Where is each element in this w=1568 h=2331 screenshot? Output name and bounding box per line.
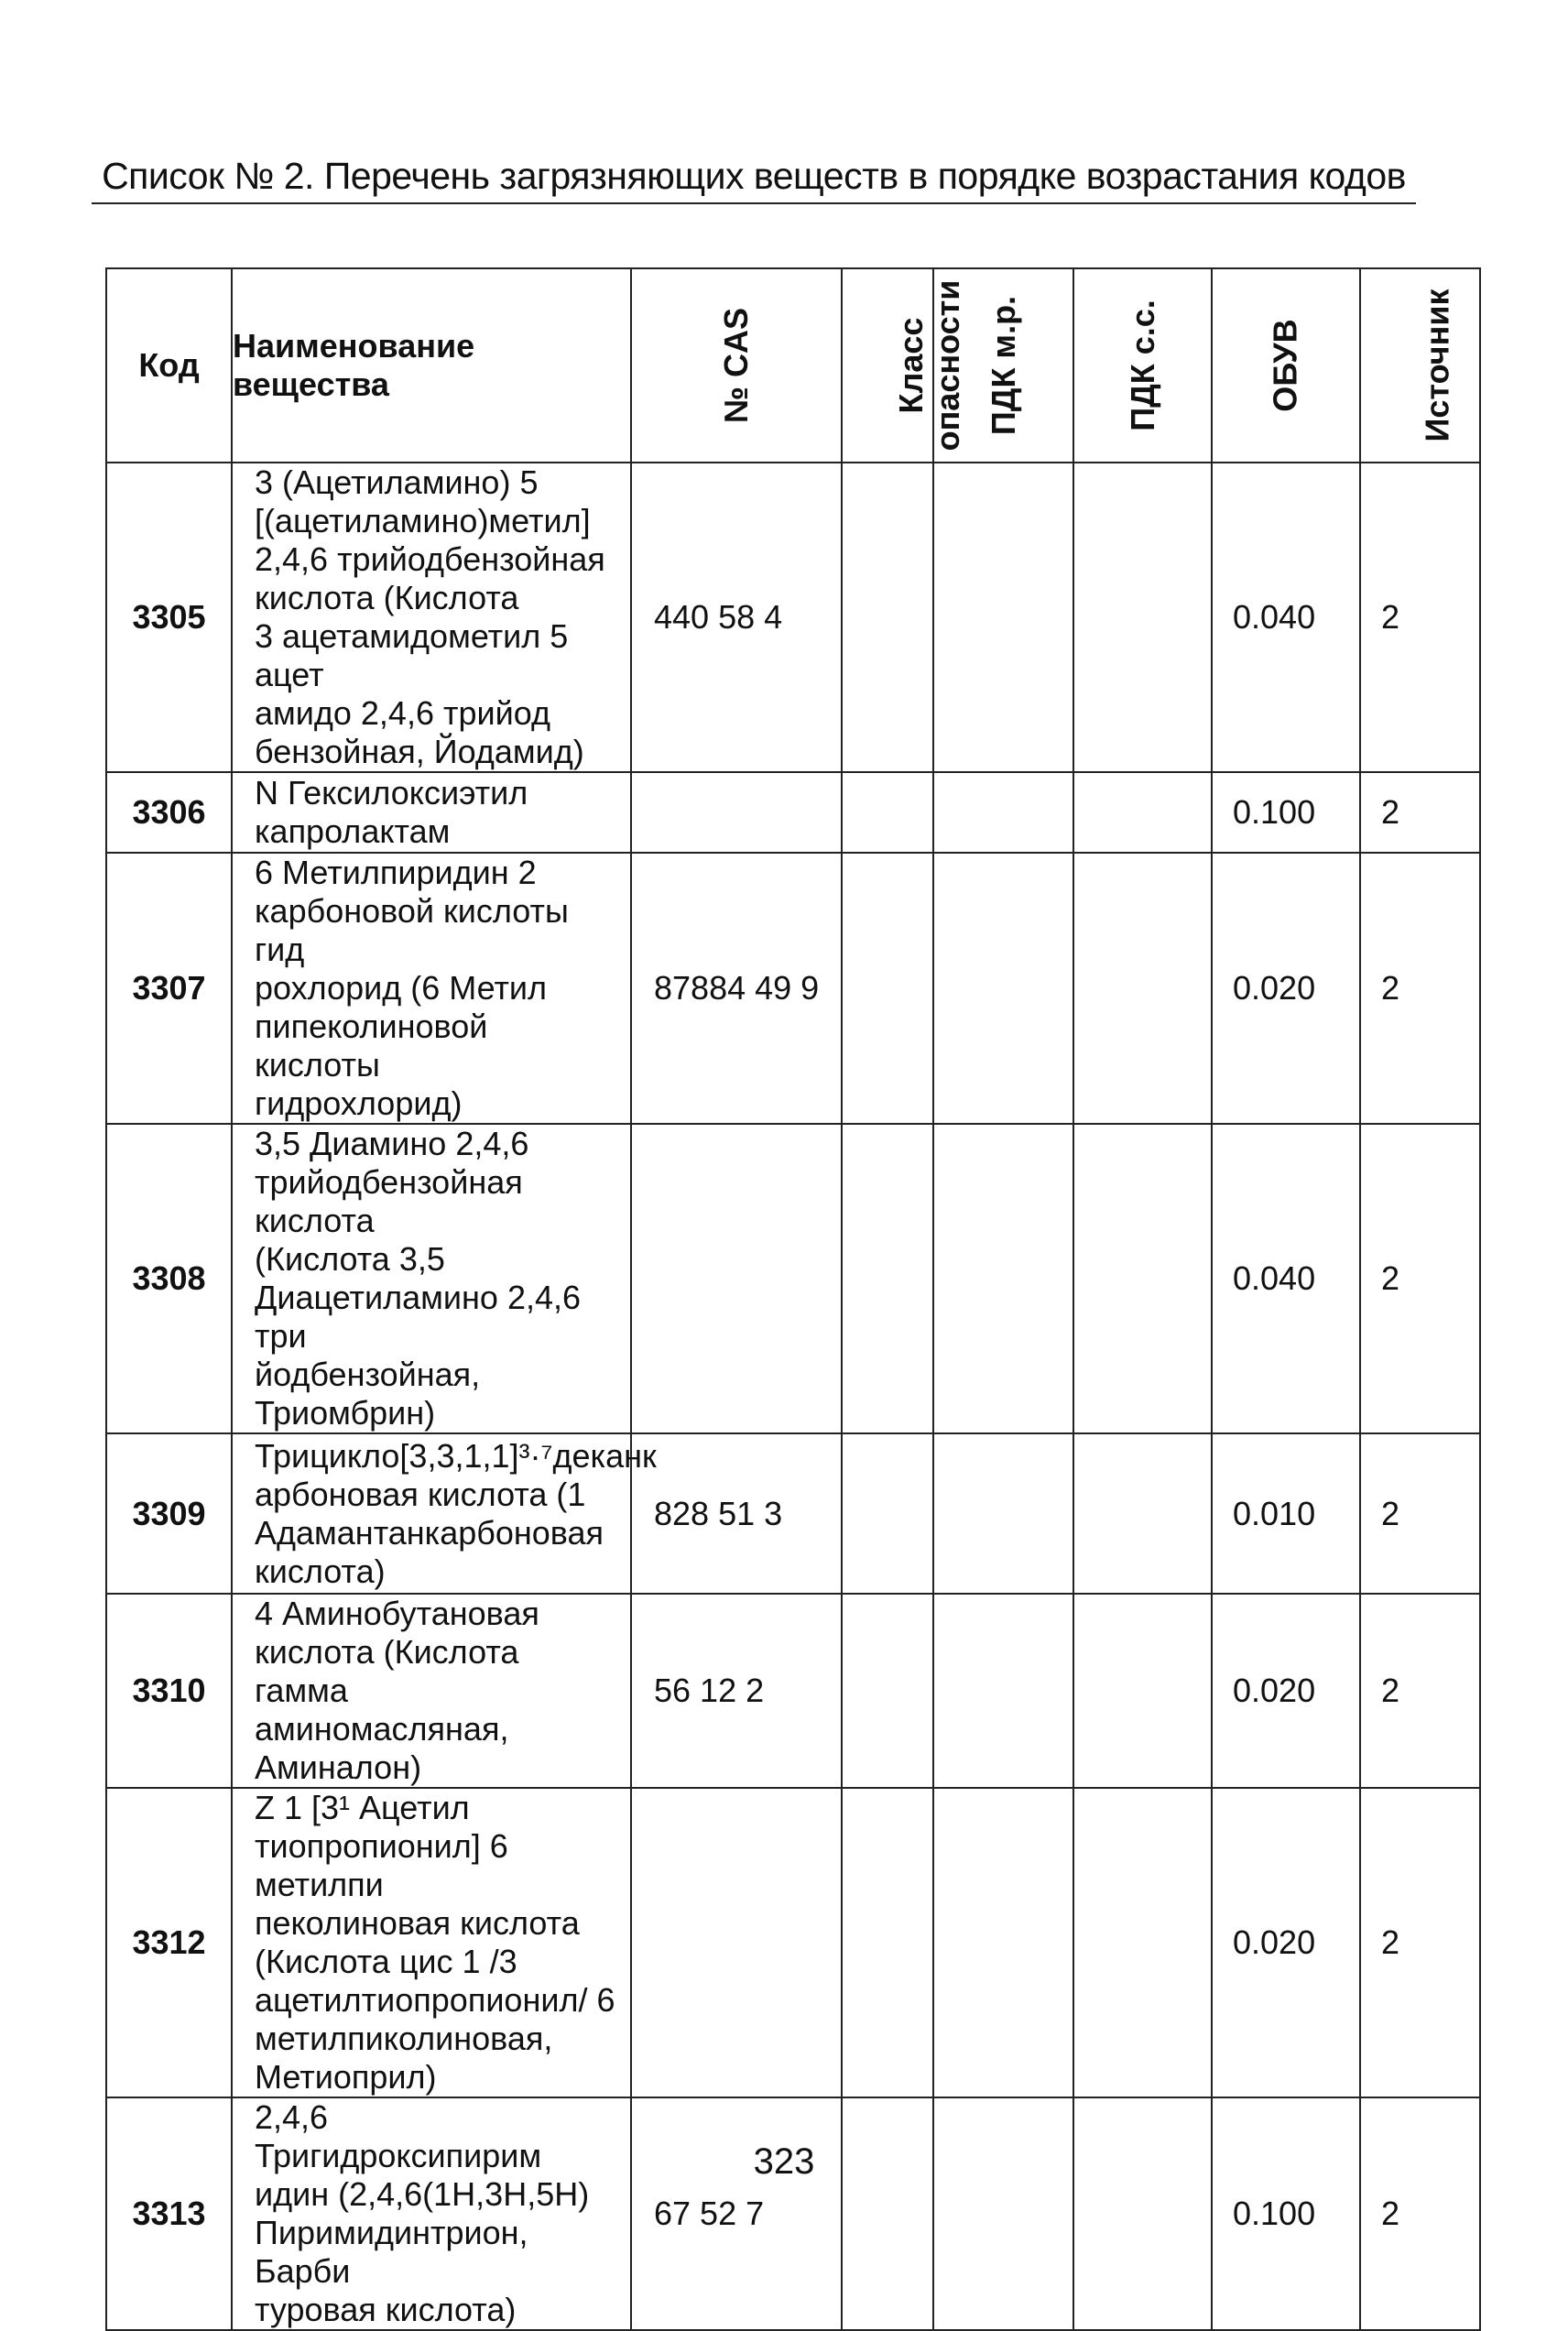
cell-obuv: 0.040 xyxy=(1212,463,1360,772)
cell-pdk-ss xyxy=(1073,463,1212,772)
cell-pdk-mr xyxy=(933,1124,1073,1433)
cell-obuv: 0.020 xyxy=(1212,853,1360,1124)
cell-obuv: 0.010 xyxy=(1212,1433,1360,1594)
cell-cas xyxy=(631,772,842,853)
cell-name: 4 Аминобутановая кислота (Кислота гамма аминомасляная, Аминалон) xyxy=(232,1594,631,1788)
cell-name: N Гексилоксиэтил капролактам xyxy=(232,772,631,853)
cell-code: 3306 xyxy=(106,772,232,853)
page-number: 323 xyxy=(753,2141,815,2182)
cell-cas: 56 12 2 xyxy=(631,1594,842,1788)
cell-source: 2 xyxy=(1360,463,1480,772)
cell-name: 6 Метилпиридин 2 карбоновой кислоты гид рохлорид (6 Метил пипеколиновой кислоты гидрохлорид) xyxy=(232,853,631,1124)
table-row xyxy=(106,1594,1480,1788)
table-row xyxy=(106,853,1480,1124)
column-header-pdk-mr: ПДК м.р. xyxy=(933,268,1073,463)
table-row xyxy=(106,772,1480,853)
cell-code: 3308 xyxy=(106,1124,232,1433)
cell-name: 3 (Ацетиламино) 5 [(ацетиламино)метил] 2,4,6 трийодбензойная кислота (Кислота 3 ацетамидометил 5 ацет амидо 2,4,6 трийод бензойная, Йодамид) xyxy=(232,463,631,772)
cell-hazard-class xyxy=(842,1124,933,1433)
table-row xyxy=(106,1433,1480,1594)
cell-code: 3313 xyxy=(106,2097,232,2330)
column-header-name: Наименование вещества xyxy=(232,268,631,463)
cell-pdk-mr xyxy=(933,853,1073,1124)
cell-hazard-class xyxy=(842,1788,933,2097)
cell-hazard-class xyxy=(842,1594,933,1788)
cell-source: 2 xyxy=(1360,1124,1480,1433)
column-header-code: Код xyxy=(106,268,232,463)
cell-obuv: 0.020 xyxy=(1212,1594,1360,1788)
cell-source: 2 xyxy=(1360,2097,1480,2330)
cell-pdk-ss xyxy=(1073,1788,1212,2097)
cell-obuv: 0.100 xyxy=(1212,772,1360,853)
table-row xyxy=(106,1788,1480,2097)
column-header-pdk-ss: ПДК с.с. xyxy=(1073,268,1212,463)
cell-source: 2 xyxy=(1360,853,1480,1124)
cell-name: Z 1 [3¹ Ацетил тиопропионил] 6 метилпи пеколиновая кислота (Кислота цис 1 /3 ацетилтиопропионил/ 6 метилпиколиновая, Метиоприл) xyxy=(232,1788,631,2097)
cell-pdk-mr xyxy=(933,1433,1073,1594)
cell-pdk-mr xyxy=(933,2097,1073,2330)
column-header-obuv: ОБУВ xyxy=(1212,268,1360,463)
cell-name: 3,5 Диамино 2,4,6 трийодбензойная кислота (Кислота 3,5 Диацетиламино 2,4,6 три йодбензойная, Триомбрин) xyxy=(232,1124,631,1433)
cell-pdk-mr xyxy=(933,463,1073,772)
column-header-source: Источник xyxy=(1360,268,1480,463)
cell-code: 3305 xyxy=(106,463,232,772)
substances-table xyxy=(105,267,1481,2331)
cell-pdk-mr xyxy=(933,1788,1073,2097)
cell-pdk-ss xyxy=(1073,1124,1212,1433)
column-header-cas: № CAS xyxy=(631,268,842,463)
cell-cas: 828 51 3 xyxy=(631,1433,842,1594)
cell-source: 2 xyxy=(1360,1594,1480,1788)
cell-hazard-class xyxy=(842,772,933,853)
table-row xyxy=(106,1124,1480,1433)
cell-cas: 440 58 4 xyxy=(631,463,842,772)
cell-pdk-ss xyxy=(1073,1433,1212,1594)
cell-hazard-class xyxy=(842,1433,933,1594)
cell-obuv: 0.040 xyxy=(1212,1124,1360,1433)
cell-cas xyxy=(631,1124,842,1433)
page-header-title: Список № 2. Перечень загрязняющих веществ в порядке возрастания кодов xyxy=(102,155,1406,197)
cell-code: 3307 xyxy=(106,853,232,1124)
cell-code: 3312 xyxy=(106,1788,232,2097)
cell-pdk-ss xyxy=(1073,853,1212,1124)
table-row xyxy=(106,2097,1480,2330)
cell-pdk-mr xyxy=(933,772,1073,853)
cell-obuv: 0.020 xyxy=(1212,1788,1360,2097)
header-rule xyxy=(92,202,1416,204)
cell-pdk-ss xyxy=(1073,1594,1212,1788)
cell-hazard-class xyxy=(842,463,933,772)
cell-source: 2 xyxy=(1360,772,1480,853)
cell-pdk-mr xyxy=(933,1594,1073,1788)
cell-hazard-class xyxy=(842,853,933,1124)
table-header-row xyxy=(106,268,1480,463)
cell-pdk-ss xyxy=(1073,772,1212,853)
cell-pdk-ss xyxy=(1073,2097,1212,2330)
cell-source: 2 xyxy=(1360,1433,1480,1594)
cell-obuv: 0.100 xyxy=(1212,2097,1360,2330)
cell-code: 3310 xyxy=(106,1594,232,1788)
cell-cas xyxy=(631,1788,842,2097)
column-header-hazard-class: Класс опасности xyxy=(842,268,933,463)
cell-name: Трицикло[3,3,1,1]³·⁷деканк арбоновая кислота (1 Адамантанкарбоновая кислота) xyxy=(232,1433,631,1594)
cell-cas: 87884 49 9 xyxy=(631,853,842,1124)
cell-name: 2,4,6 Тригидроксипирим идин (2,4,6(1Н,3Н,5Н) Пиримидинтрион, Барби туровая кислота) xyxy=(232,2097,631,2330)
cell-code: 3309 xyxy=(106,1433,232,1594)
table-row xyxy=(106,463,1480,772)
cell-cas: 67 52 7 xyxy=(631,2097,842,2330)
cell-source: 2 xyxy=(1360,1788,1480,2097)
cell-hazard-class xyxy=(842,2097,933,2330)
